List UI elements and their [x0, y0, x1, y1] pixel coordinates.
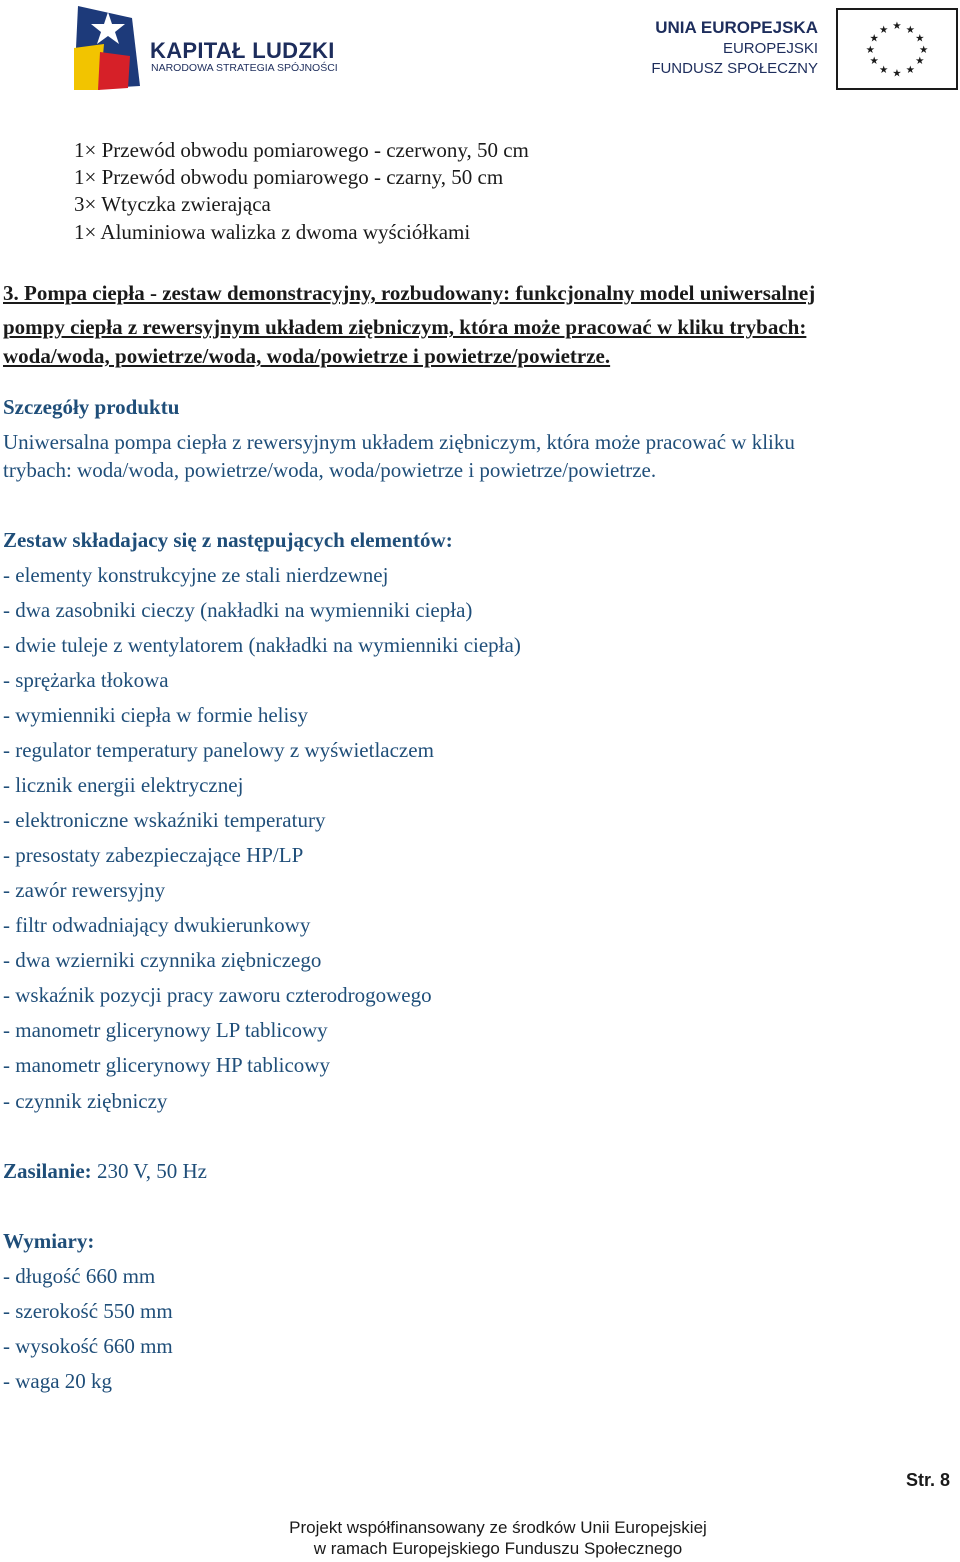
element-item: - dwa zasobniki cieczy (nakładki na wymienniki ciepła): [3, 598, 473, 622]
details-heading: Szczegóły produktu: [3, 395, 180, 419]
element-item: - filtr odwadniający dwukierunkowy: [3, 913, 311, 937]
footer-line1: Projekt współfinansowany ze środków Unii Europejskiej: [289, 1518, 707, 1537]
element-item: - wskaźnik pozycji pracy zaworu czterodrogowego: [3, 983, 432, 1007]
element-item: - sprężarka tłokowa: [3, 668, 169, 692]
item3-heading-line1: 3. Pompa ciepła - zestaw demonstracyjny, rozbudowany: funkcjonalny model uniwersalnej: [3, 281, 816, 305]
set-heading: Zestaw składajacy się z następujących elementów:: [3, 528, 453, 552]
svg-text:★: ★: [878, 23, 889, 36]
eu-logo-line2: EUROPEJSKI: [722, 40, 818, 57]
svg-text:★: ★: [905, 23, 916, 36]
package-item: 1× Przewód obwodu pomiarowego - czarny, 50 cm: [74, 165, 504, 189]
page-number: Str. 8: [905, 1470, 950, 1490]
svg-text:★: ★: [915, 32, 925, 45]
description-line2: trybach: woda/woda, powietrze/woda, woda/powietrze i powietrze/powietrze.: [3, 458, 657, 482]
description-line1: Uniwersalna pompa ciepła z rewersyjnym układem ziębniczym, która może pracować w kliku: [3, 430, 795, 454]
power-supply: [3, 1157, 207, 1185]
footer-line2: w ramach Europejskiego Funduszu Społecznego: [313, 1539, 683, 1558]
power-value: 230 V, 50 Hz: [91, 1159, 208, 1183]
element-item: - licznik energii elektrycznej: [3, 773, 244, 797]
power-label: Zasilanie:: [3, 1159, 92, 1183]
eu-logo-line3: FUNDUSZ SPOŁECZNY: [651, 60, 818, 77]
dimension-item: - wysokość 660 mm: [3, 1334, 173, 1358]
element-item: - manometr glicerynowy LP tablicowy: [3, 1018, 328, 1042]
kapital-ludzki-subtitle: NARODOWA STRATEGIA SPÓJNOŚCI: [151, 62, 338, 74]
svg-text:★: ★: [905, 63, 916, 76]
item3-heading-line2: pompy ciepła z rewersyjnym układem ziębniczym, która może pracować w kliku trybach:: [3, 315, 807, 339]
kapital-ludzki-flag-icon: [70, 4, 142, 92]
kapital-ludzki-title: KAPITAŁ LUDZKI: [150, 38, 335, 63]
svg-text:★: ★: [892, 20, 902, 33]
package-item: 1× Przewód obwodu pomiarowego - czerwony, 50 cm: [74, 138, 529, 162]
eu-logo: [650, 6, 958, 92]
element-item: - presostaty zabezpieczające HP/LP: [3, 843, 304, 867]
element-item: - wymienniki ciepła w formie helisy: [3, 703, 309, 727]
svg-text:★: ★: [869, 55, 879, 68]
svg-text:★: ★: [918, 43, 929, 56]
element-item: - zawór rewersyjny: [3, 878, 166, 902]
svg-text:★: ★: [865, 43, 876, 56]
svg-text:★: ★: [869, 32, 879, 45]
element-item: - regulator temperatury panelowy z wyświetlaczem: [3, 738, 434, 762]
svg-text:★: ★: [878, 63, 889, 76]
element-item: - czynnik ziębniczy: [3, 1089, 168, 1113]
kapital-ludzki-logo: [70, 4, 370, 94]
dimension-item: - długość 660 mm: [3, 1264, 156, 1288]
element-item: - elementy konstrukcyjne ze stali nierdzewnej: [3, 563, 389, 587]
element-item: - manometr glicerynowy HP tablicowy: [3, 1053, 330, 1077]
dimension-item: - szerokość 550 mm: [3, 1299, 173, 1323]
dimensions-heading: Wymiary:: [3, 1229, 95, 1253]
element-item: - dwie tuleje z wentylatorem (nakładki na wymienniki ciepła): [3, 633, 521, 657]
element-item: - elektroniczne wskaźniki temperatury: [3, 808, 326, 832]
eu-flag-icon: [836, 8, 958, 90]
package-item: 3× Wtyczka zwierająca: [74, 192, 271, 216]
dimension-item: - waga 20 kg: [3, 1369, 113, 1393]
item3-heading-line3: woda/woda, powietrze/woda, woda/powietrze i powietrze/powietrze.: [3, 344, 611, 368]
element-item: - dwa wzierniki czynnika ziębniczego: [3, 948, 322, 972]
svg-text:★: ★: [915, 55, 925, 68]
package-item: 1× Aluminiowa walizka z dwoma wyściółkami: [74, 220, 471, 244]
svg-text:★: ★: [892, 67, 902, 80]
eu-logo-line1: UNIA EUROPEJSKA: [655, 18, 818, 37]
